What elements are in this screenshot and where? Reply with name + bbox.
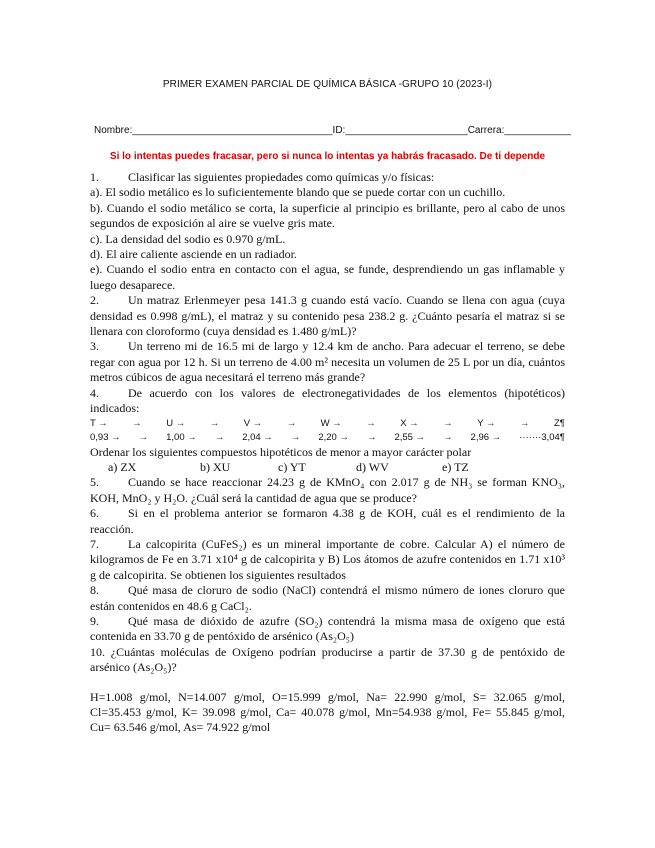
question-3: 3. Un terreno mi de 16.5 mi de largo y 12.4 km de ancho. Para adecuar el terreno, se debe regar con agua por 12 h. Si un terreno de 4.00 m² necesita un volumen de 25 L por un día, cuántos metros cúbicos de agua necesitará el terreno más grande? [90,339,565,385]
option-a: a) ZX [108,459,137,474]
element-cell: T → [90,417,108,429]
question-1-item-d: d). El aire caliente asciende en un radiador. [90,247,297,262]
exam-title: PRIMER EXAMEN PARCIAL DE QUÍMICA BÁSICA -GRUPO 10 (2023-I) [162,79,493,90]
arrow-cell: → [443,431,453,443]
option-b: b) XU [200,459,231,474]
arrow-cell: → [443,417,453,429]
question-4-instruction: Ordenar los siguientes compuestos hipotéticos de menor a mayor carácter polar [90,444,472,459]
spacer [90,676,565,690]
value-cell: 2,55 → [394,431,426,443]
value-cell: 0,93 → [90,431,121,443]
electronegativity-elements-row [90,417,565,431]
question-4-options [90,460,565,475]
question-10: 10. ¿Cuántas moléculas de Oxígeno podrían producirse a partir de 37.30 g de pentóxido de arsénico (As₂O₅)? [90,644,565,675]
question-1-item-a: a). El sodio metálico es lo suficientemente blando que se puede cortar con un cuchillo. [90,185,506,200]
question-1: 1. Clasificar las siguientes propiedades como químicas y/o físicas: [90,170,435,184]
molar-masses: H=1.008 g/mol, N=14.007 g/mol, O=15.999 g/mol, Na= 22.990 g/mol, S= 32.065 g/mol, Cl=35.453 g/mol, K= 39.098 g/mol, Ca= 40.078 g/mol, Mn=54.938 g/mol, Fe= 55.845 g/mol, Cu= 63.546 g/mol, As= 74.922 g/mol [90,689,565,735]
arrow-cell: → [366,431,377,443]
question-9: 9. Qué masa de dióxido de azufre (SO₂) contendrá la misma masa de oxígeno que está contenida en 33.70 g de pentóxido de arsénico (As₂O₅) [90,613,565,644]
question-2: 2. Un matraz Erlenmeyer pesa 141.3 g cuando está vacío. Cuando se llena con agua (cuya densidad es 0.998 g/mL), el matraz y su contenido pesa 238.2 g. ¿Cuánto pesaría el matraz si se llenara con cloroformo (cuya densidad es 1.480 g/mL)? [90,293,565,339]
element-cell: Z¶ [553,417,565,429]
question-1-item-b: b). Cuando el sodio metálico se corta, la superficie al principio es brillante, pero al cabo de unos segundos de exposición al aire se vuelve gris mate. [90,200,565,231]
question-8: 8. Qué masa de cloruro de sodio (NaCl) contendrá el mismo número de iones cloruro que están contenidos en 48.6 g CaCl₂. [90,583,565,613]
option-c: c) YT [278,459,306,474]
question-1-item-e: e). Cuando el sodio entra en contacto con el agua, se funde, desprendiendo un gas inflamable y luego desaparece. [90,262,565,292]
arrow-cell: → [132,417,142,429]
value-cell: 2,04 → [242,431,273,443]
question-7: 7. La calcopirita (CuFeS₂) es un mineral importante de cobre. Calcular A) el número de kilogramos de Fe en 3.71 x10⁴ g de calcopirita y B) Los átomos de azufre contenidos en 1.71 x10³ g de calcopirita. Se obtienen los siguientes resultados [90,536,565,582]
element-cell: Y → [477,417,496,429]
option-d: d) WV [356,459,389,474]
value-cell: 1,00 → [166,431,197,443]
option-e: e) TZ [442,459,469,474]
element-cell: V → [243,417,263,429]
element-cell: W → [320,417,342,429]
question-5: 5. Cuando se hace reaccionar 24.23 g de KMnO₄ con 2.017 g de NH₃ se forman KNO₃, KOH, MnO₂ y H₂O. ¿Cuál será la cantidad de agua que se produce? [90,475,565,505]
value-cell: 2,20 → [318,431,349,443]
question-1-item-c: c). La densidad del sodio es 0.970 g/mL. [90,231,286,246]
electronegativity-values-row [90,431,565,445]
element-cell: U → [166,417,186,429]
value-cell: 2,96 → [470,431,502,443]
arrow-cell: → [366,417,376,429]
student-info-line: Nombre:____________________________________ID:______________________Carrera:____________ [94,125,572,136]
arrow-cell: → [286,417,297,429]
question-6: 6. Si en el problema anterior se formaron 4.38 g de KOH, cuál es el rendimiento de la reacción. [90,506,565,536]
arrow-cell: → [290,431,301,443]
arrow-cell: → [138,431,149,443]
arrow-cell: → [209,417,220,429]
motivational-motto: Si lo intentas puedes fracasar, pero si nunca lo intentas ya habrás fracasado. De ti depende [109,151,546,162]
questions-body [90,170,565,736]
value-cell: ·······3,04¶ [519,431,565,443]
arrow-cell: → [520,417,530,429]
element-cell: X → [400,417,419,429]
arrow-cell: → [214,431,225,443]
question-4: 4. De acuerdo con los valores de electronegatividades de los elementos (hipotéticos) indicados: [90,385,565,416]
